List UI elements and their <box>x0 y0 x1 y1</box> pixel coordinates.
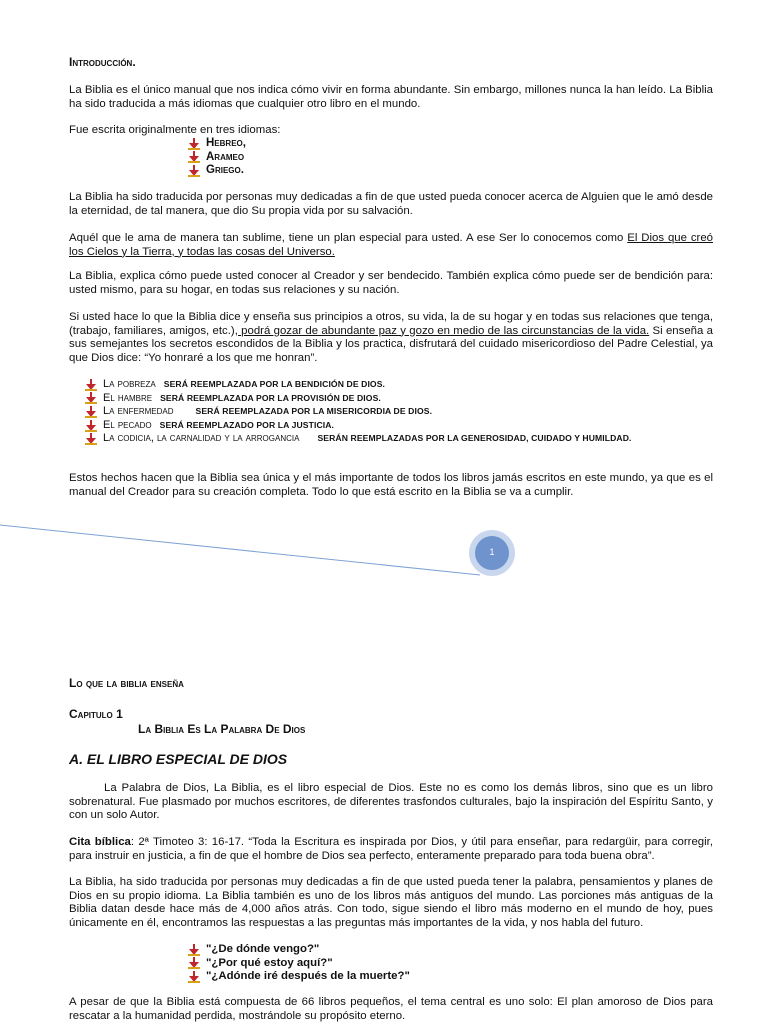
list-item <box>188 151 246 165</box>
replacement-result: SERÁ REEMPLAZADA POR LA BENDICIÓN DE DIOS. <box>163 379 386 389</box>
cita-label: Cita bíblica <box>69 836 131 848</box>
list-item <box>188 164 246 178</box>
arrow-down-icon <box>188 165 200 177</box>
page-number-badge <box>469 530 515 576</box>
list-item <box>188 137 246 151</box>
language-label: Griego. <box>206 164 244 177</box>
replacement-label: El pecado <box>103 418 152 431</box>
list-item <box>85 419 632 433</box>
section-a-title: A. EL LIBRO ESPECIAL DE DIOS <box>69 751 288 767</box>
list-item <box>85 405 632 419</box>
list-item <box>188 957 410 971</box>
arrow-down-icon <box>85 406 97 418</box>
intro-paragraph-1: La Biblia es el único manual que nos indica cómo vivir en forma abundante. Sin embargo, millones nunca la han leído. La Biblia ha sido traducida a más idiomas que cualquier otro libro en el mundo. <box>69 84 713 110</box>
language-label: Arameo <box>206 150 245 163</box>
replacement-label: La codicia, la carnalidad y la arrogancia <box>103 432 300 445</box>
page-number: 1 <box>475 536 509 570</box>
intro-paragraph-4 <box>69 232 713 259</box>
list-item <box>85 432 632 446</box>
intro-paragraph-5: La Biblia, explica cómo puede usted conocer al Creador y ser bendecido. También explica cómo puede ser de bendición para: usted mismo, para su hogar, en todas sus relaciones y su nación. <box>69 270 713 296</box>
arrow-down-icon <box>188 957 200 969</box>
list-item <box>85 378 632 392</box>
questions-list <box>188 943 410 984</box>
languages-list <box>188 137 246 178</box>
language-label: Hebreo, <box>206 137 246 149</box>
intro-paragraph-7: Estos hechos hacen que la Biblia sea única y el más importante de todos los libros jamás escritos en este mundo, ya que es el manual del Creador para su creación completa. Todo lo que está escrito en la Biblia se va a cumplir. <box>69 472 713 498</box>
replacements-list <box>85 378 632 446</box>
replacement-result: SERÁ REEMPLAZADO POR LA JUSTICIA. <box>159 419 335 430</box>
page-divider-line <box>0 515 520 585</box>
arrow-down-icon <box>188 944 200 956</box>
chapter-paragraph-3: A pesar de que la Biblia está compuesta de 66 libros pequeños, el tema central es uno solo: El plan amoroso de Dios para rescatar a la humanidad perdida, mostrándole su propósito eterno. <box>69 996 713 1022</box>
paragraph-text: Si enseña a sus semejantes los secretos escondidos de la Biblia y los practica, disfrutará del cuidado misericordioso del Padre Celestial, ya que Dios dice: “Yo honraré a los que me honran”. <box>69 324 713 364</box>
paragraph-text: Aquél que le ama de manera tan sublime, tiene un plan especial para usted. A ese Ser lo conocemos como <box>69 232 628 244</box>
replacement-result: SERÁ REEMPLAZADA POR LA PROVISIÓN DE DIOS. <box>160 392 381 403</box>
arrow-down-icon <box>85 433 97 445</box>
cita-text: : 2ª Timoteo 3: 16-17. “Toda la Escritura es inspirada por Dios, y útil para enseñar, para redargüir, para corregir, para instruir en justicia, a fin de que el hombre de Dios sea perfecto, enteramente preparado para toda buena obra”. <box>69 836 713 862</box>
list-item <box>85 392 632 406</box>
intro-paragraph-2: Fue escrita originalmente en tres idiomas: <box>69 124 281 136</box>
underlined-text: El Dios que creó los Cielos y la Tierra, y todas las cosas del Universo. <box>69 232 714 258</box>
question-text: "¿De dónde vengo?" <box>206 943 320 955</box>
replacement-result: SERÁ REEMPLAZADA POR LA MISERICORDIA DE DIOS. <box>195 406 433 417</box>
intro-heading: Introducción. <box>69 55 136 69</box>
replacement-label: El hambre <box>103 391 153 404</box>
chapter-title: La Biblia Es La Palabra De Dios <box>138 722 306 736</box>
intro-paragraph-6 <box>69 311 713 365</box>
question-text: "¿Por qué estoy aquí?" <box>206 956 333 969</box>
list-item <box>188 943 410 957</box>
arrow-down-icon <box>188 138 200 150</box>
arrow-down-icon <box>85 392 97 404</box>
intro-paragraph-3: La Biblia ha sido traducida por personas muy dedicadas a fin de que usted pueda conocer acerca de Alguien que le amó desde la eternidad, de tal manera, que dio Su propia vida por su salvación. <box>69 191 713 217</box>
arrow-down-icon <box>188 151 200 163</box>
underlined-text: , podrá gozar de abundante paz y gozo en medio de las circunstancias de la vida. <box>234 324 650 337</box>
paragraph-text: Si usted hace lo que la Biblia dice y enseña sus principios a otros, su vida, la de su hogar y en todas sus relaciones que tenga, (trabajo, familiares, amigos, etc.) <box>69 311 713 337</box>
replacement-result: SERÁN REEMPLAZADAS POR LA GENEROSIDAD, CUIDADO Y HUMILDAD. <box>317 433 632 444</box>
arrow-down-icon <box>188 971 200 983</box>
chapter-label: Capitulo 1 <box>69 707 123 721</box>
chapter-paragraph-2: La Biblia, ha sido traducida por personas muy dedicadas a fin de que usted pueda tener la palabra, pensamientos y planes de Dios en su propio idioma. La Biblia también es uno de los libros más antiguos del mundo. Las porciones más antiguas de la Biblia datan desde hace más de 4,000 años atrás. Con todo, sigue siendo el libro más moderno en el mundo de hoy, pues únicamente en él, encontramos las respuestas a las preguntas más importantes de la vida, y nos habla del futuro. <box>69 876 713 929</box>
replacement-label: La pobreza <box>103 378 156 390</box>
cita-biblica <box>69 836 713 863</box>
arrow-down-icon <box>85 420 97 432</box>
replacement-label: La enfermedad <box>103 405 174 418</box>
chapter-paragraph-1: La Palabra de Dios, La Biblia, es el libro especial de Dios. Este no es como los demás libros, sino que es un libro sobrenatural. Fue plasmado por muchos escritores, de diferentes trasfondos culturales, bajo la inspiración del Espíritu Santo, y con un solo Autor. <box>69 782 713 822</box>
section-heading: Lo que la biblia enseña <box>69 676 184 690</box>
question-text: "¿Adónde iré después de la muerte?" <box>206 970 410 983</box>
list-item <box>188 970 410 984</box>
arrow-down-icon <box>85 379 97 391</box>
